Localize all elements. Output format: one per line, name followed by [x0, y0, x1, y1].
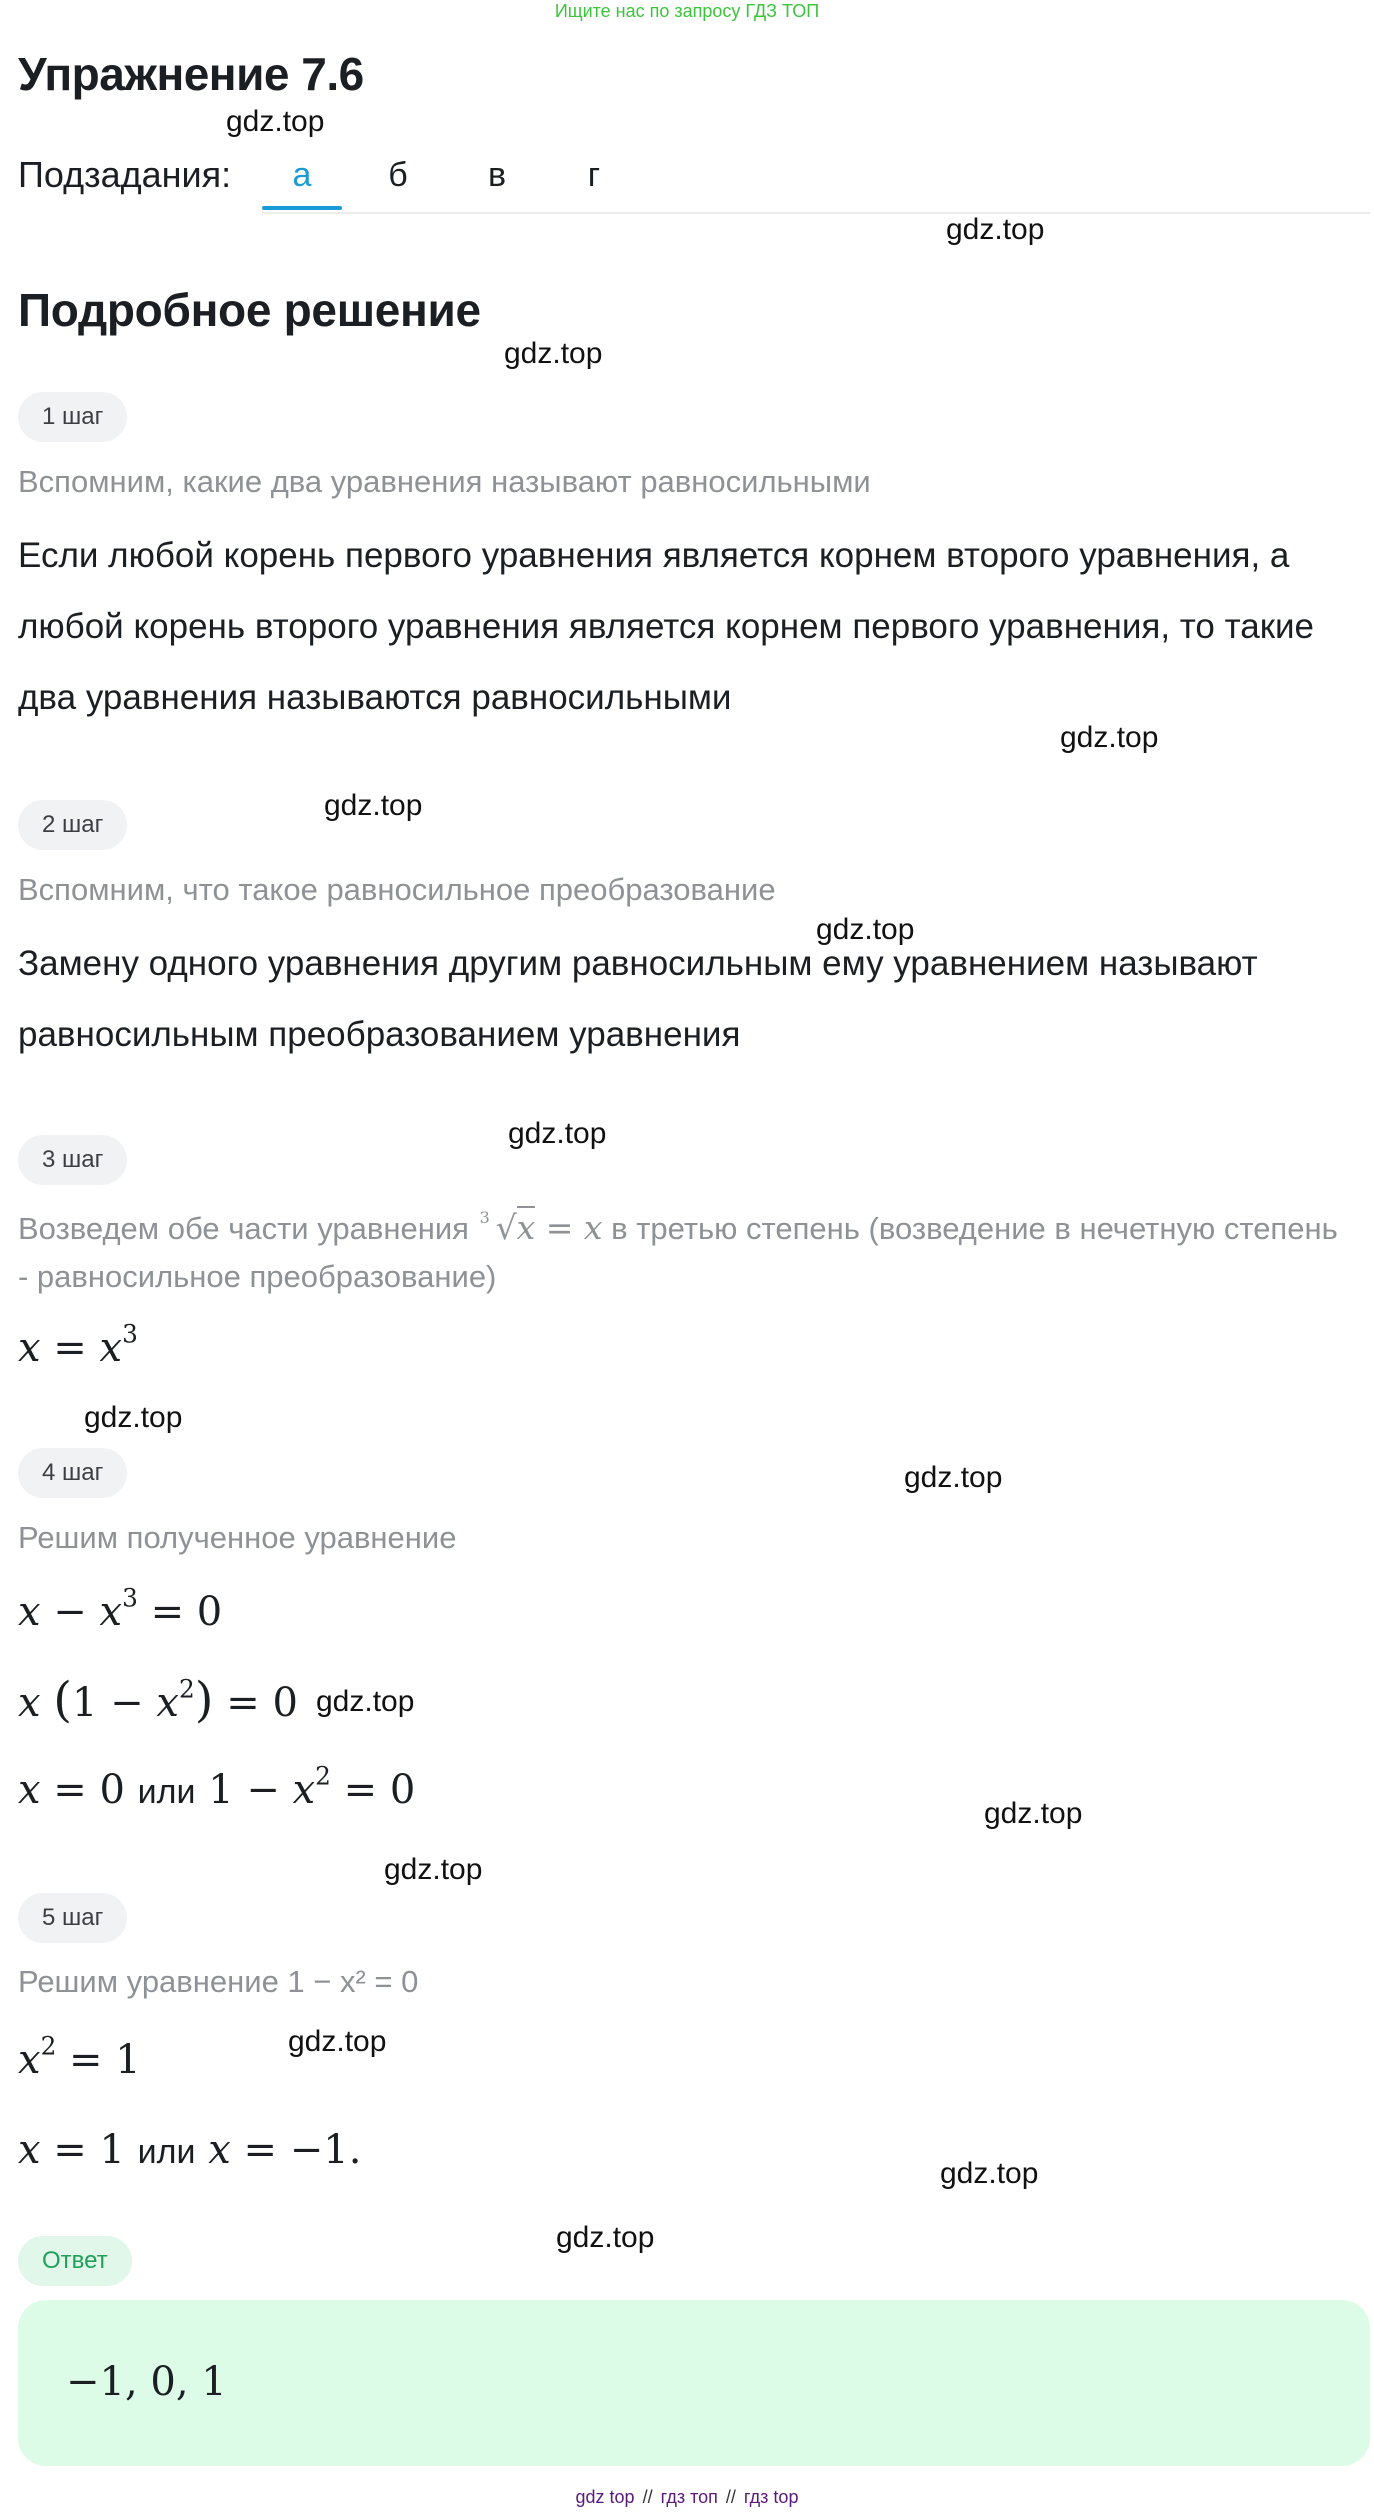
watermark: gdz.top	[940, 2157, 1039, 2190]
watermark: gdz.top	[226, 105, 325, 138]
footer-link-1[interactable]: gdz top	[575, 2487, 635, 2507]
footer-separator: //	[725, 2487, 736, 2507]
step-1-hint: Вспомним, какие два уравнения называют равносильными	[18, 464, 871, 499]
step-5-hint: Решим уравнение 1 − x² = 0	[18, 1964, 419, 1999]
watermark: gdz.top	[324, 789, 423, 822]
watermark: gdz.top	[288, 2025, 387, 2058]
or-word: или	[137, 1773, 196, 1811]
footer	[0, 2486, 1374, 2508]
step-4-chip: 4 шаг	[18, 1448, 127, 1498]
step-4-math-1: $x - x^3 = 0$	[18, 1583, 223, 1635]
watermark: gdz.top	[508, 1117, 607, 1150]
cube-root-equation: 3 √x = x	[478, 1208, 603, 1247]
step-1-chip: 1 шаг	[18, 392, 127, 442]
watermark: gdz.top	[556, 2221, 655, 2254]
watermark: gdz.top	[904, 1461, 1003, 1494]
watermark: gdz.top	[1060, 721, 1159, 754]
step-4-hint: Решим полученное уравнение	[18, 1520, 457, 1555]
root-index: 3	[479, 1208, 490, 1227]
answer-value: −1, 0, 1	[66, 2359, 227, 2405]
answer-chip: Ответ	[18, 2236, 132, 2286]
subtasks-label: Подзадания:	[18, 154, 232, 195]
tab-b[interactable]: б	[388, 156, 408, 194]
footer-link-2[interactable]: гдз топ	[660, 2487, 718, 2507]
step-4-math-2: x $(1 - x^2) = 0$	[18, 1672, 298, 1728]
watermark: gdz.top	[816, 913, 915, 946]
watermark: gdz.top	[316, 1685, 415, 1718]
or-word: или	[137, 2133, 196, 2171]
promo-banner[interactable]: Ищите нас по запросу ГДЗ ТОП	[554, 1, 820, 21]
step-5-chip: 5 шаг	[18, 1893, 127, 1943]
step-1-text: Если любой корень первого уравнения является корнем второго уравнения, а любой корень второго уравнения является корнем первого уравнения, то такие два уравнения называются равносильными	[18, 536, 1315, 717]
watermark: gdz.top	[384, 1853, 483, 1886]
tabs-divider	[262, 212, 1370, 214]
active-tab-indicator	[262, 206, 342, 210]
step-4-math-3: x = 0 или $1 - x^2 = 0$	[18, 1761, 416, 1813]
watermark: gdz.top	[984, 1797, 1083, 1830]
step-5-math-2: x = 1 или x = −1.	[18, 2127, 362, 2173]
step-3-math-1: $x = x^3$	[18, 1319, 138, 1371]
watermark: gdz.top	[84, 1401, 183, 1434]
footer-link-3[interactable]: гдз top	[743, 2487, 799, 2507]
tab-a[interactable]: а	[292, 156, 312, 194]
footer-separator: //	[642, 2487, 653, 2507]
step-2-text: Замену одного уравнения другим равносильным ему уравнением называют равносильным преобразованием уравнения	[18, 944, 1258, 1054]
step-2-hint: Вспомним, что такое равносильное преобразование	[18, 872, 776, 907]
step-2-chip: 2 шаг	[18, 800, 127, 850]
step-3-hint-after: в третью степень (возведение в нечетную степень - равносильное преобразование)	[18, 1211, 1338, 1294]
watermark: gdz.top	[504, 337, 603, 370]
page-title: Упражнение 7.6	[18, 48, 364, 100]
step-3-hint-before: Возведем обе части уравнения	[18, 1211, 469, 1246]
tab-v[interactable]: в	[487, 156, 507, 194]
step-5-math-1: $x^2 = 1$	[18, 2031, 141, 2083]
watermark: gdz.top	[946, 213, 1045, 246]
solution-heading: Подробное решение	[18, 284, 481, 336]
step-3-chip: 3 шаг	[18, 1135, 127, 1185]
tab-g[interactable]: г	[587, 156, 601, 194]
step-3-hint	[18, 1204, 1348, 1301]
